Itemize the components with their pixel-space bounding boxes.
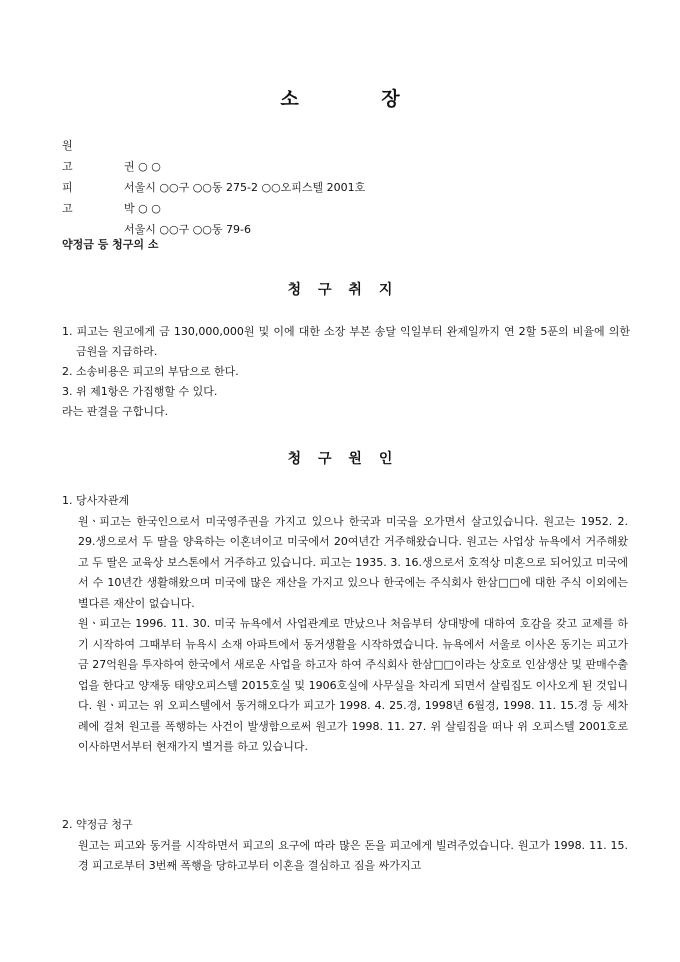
claim-purpose-item: 1. 피고는 원고에게 금 130,000,000원 및 이에 대한 소장 부본 송달 익일부터 완제일까지 연 2할 5푼의 비율에 의한 금원을 지급하라. xyxy=(62,325,630,358)
claim-purpose-item: 2. 소송비용은 피고의 부담으로 한다. xyxy=(62,365,239,378)
section-parties xyxy=(62,491,628,758)
case-name: 약정금 등 청구의 소 xyxy=(62,238,159,251)
section-title: 2. 약정금 청구 xyxy=(62,818,133,831)
claim-cause-heading: 청 구 원 인 xyxy=(287,451,399,467)
claim-purpose-list xyxy=(62,322,630,422)
claim-purpose-closing: 라는 판결을 구합니다. xyxy=(62,405,169,418)
defendant-address: 서울시 ○○구 ○○동 79-6 xyxy=(124,223,251,236)
claim-purpose-heading: 청 구 취 지 xyxy=(287,282,399,298)
defendant-label: 피 고 xyxy=(62,181,95,215)
paragraph: 원고는 피고와 동거를 시작하면서 피고의 요구에 따라 많은 돈을 피고에게 빌려주었습니다. 원고가 1998. 11. 15.경 피고로부터 3번째 폭행을 당하고부터 이혼을 결심하고 짐을 싸가지고 xyxy=(78,838,628,872)
section-agreement-claim xyxy=(62,815,628,877)
defendant-name: 박 ○ ○ xyxy=(124,202,161,215)
section-title: 1. 당사자관계 xyxy=(62,494,130,507)
plaintiff-name: 권 ○ ○ xyxy=(124,160,161,173)
defendant-block xyxy=(62,177,251,240)
claim-purpose-item: 3. 위 제1항은 가집행할 수 있다. xyxy=(62,385,218,398)
document-title: 소 장 xyxy=(280,88,438,110)
paragraph: 원ㆍ피고는 한국인으로서 미국영주권을 가지고 있으나 한국과 미국을 오가면서 살고있습니다. 원고는 1952. 2. 29.생으로서 두 딸을 양육하는 이혼녀이고 미국에서 20여년간 거주해왔습니다. 원고는 사업상 뉴욕에서 거주해왔고 두 딸은 교육상 보스톤에서 거주하고 있습니다. 피고는 1935. 3. 16.생으로서 호적상 미혼으로 되어있고 미국에서 수 10년간 생활해왔으며 미국에 많은 재산을 가지고 있으나 한국에는 주식회사 한삼□□에 대한 주식 이외에는 별다른 재산이 없습니다. xyxy=(78,514,628,610)
plaintiff-address: 서울시 ○○구 ○○동 275-2 ○○오피스텔 2001호 xyxy=(124,181,366,194)
plaintiff-label: 원 고 xyxy=(62,139,95,173)
paragraph: 원ㆍ피고는 1996. 11. 30. 미국 뉴욕에서 사업관계로 만났으나 처음부터 상대방에 대하여 호감을 갖고 교제를 하기 시작하여 그때부터 뉴욕시 소재 아파트에서 동거생활을 시작하였습니다. 뉴욕에서 서울로 이사온 동기는 피고가 금 27억원을 투자하여 한국에서 새로운 사업을 하고자 하여 주식회사 한삼□□이라는 상호로 인삼생산 및 판매수출업을 한다고 양재동 태양오피스텔 2015호실 및 1906호실에 사무실을 차리게 되면서 살림집도 이사오게 된 것입니다. 원ㆍ피고는 위 오피스텔에서 동거해오다가 피고가 1998. 4. 25.경, 1998년 6월경, 1998. 11. 15.경 등 세차례에 걸쳐 원고를 폭행하는 사건이 발생함으로써 원고가 1998. 11. 27. 위 살림집을 떠나 위 오피스텔 2001호로 이사하면서부터 현재가지 별거를 하고 있습니다. xyxy=(78,617,628,753)
